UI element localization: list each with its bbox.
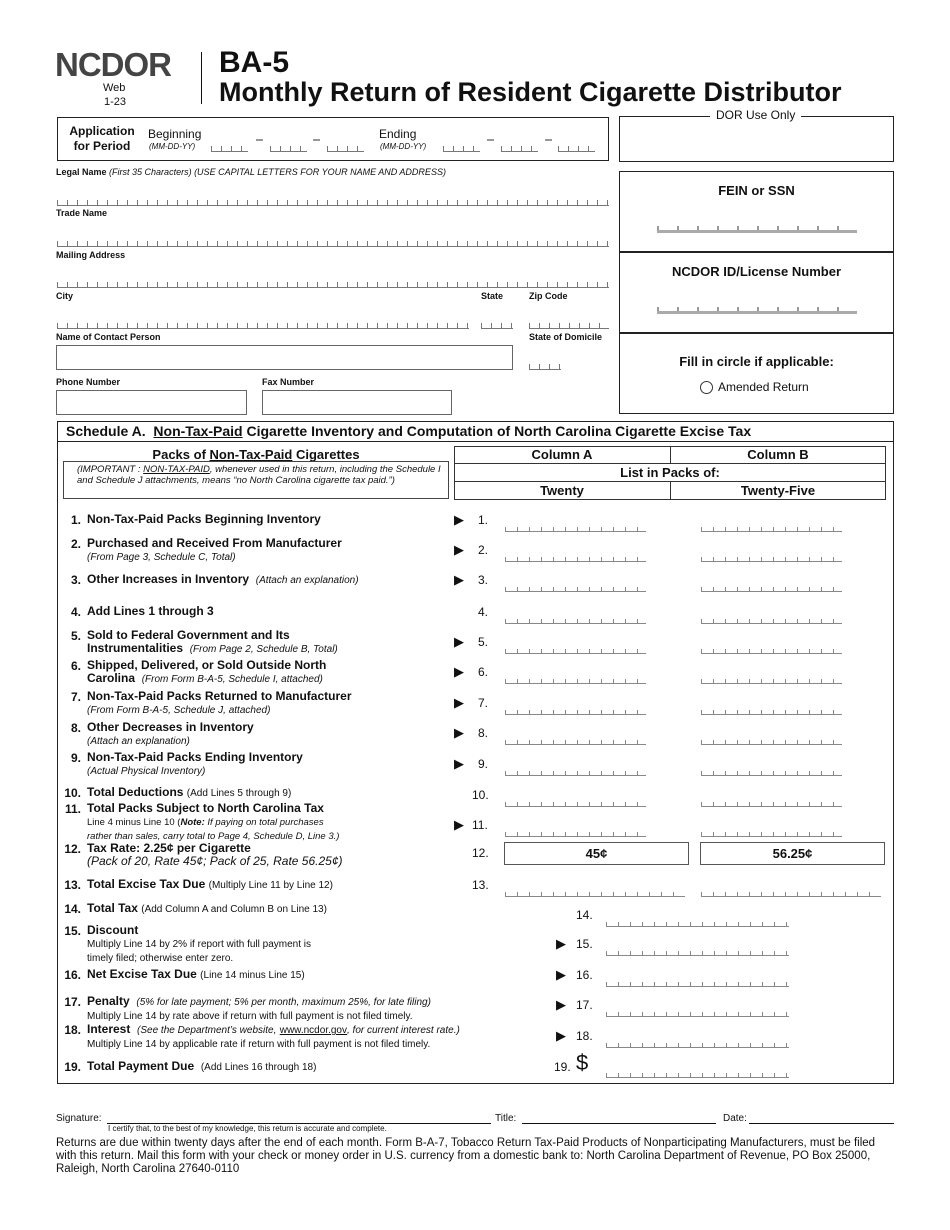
line-7-arrow: ▶ bbox=[454, 695, 464, 710]
ending-format: (MM-DD-YY) bbox=[380, 142, 427, 151]
line-12-rate-a: 45¢ bbox=[585, 846, 608, 861]
line-15-ref: 15. bbox=[576, 937, 593, 951]
line-3-col-b[interactable] bbox=[701, 584, 842, 592]
header-divider bbox=[201, 52, 202, 104]
version-label: 1-23 bbox=[104, 96, 127, 108]
line-3-col-a[interactable] bbox=[505, 584, 646, 592]
ending-year[interactable] bbox=[558, 145, 595, 152]
line-6-col-a[interactable] bbox=[505, 676, 646, 684]
fill-circle-label: Fill in circle if applicable: bbox=[679, 354, 834, 369]
line-5-col-a[interactable] bbox=[505, 646, 646, 654]
phone-label: Phone Number bbox=[56, 377, 121, 387]
legal-name-input[interactable] bbox=[57, 199, 609, 206]
line-13-col-b[interactable] bbox=[701, 889, 881, 897]
line-7-col-b[interactable] bbox=[701, 707, 842, 715]
line-11-col-a[interactable] bbox=[505, 829, 646, 837]
mailing-address-label: Mailing Address bbox=[56, 250, 126, 260]
line-12-ref: 12. bbox=[472, 846, 489, 860]
column-a-heading: Column A bbox=[531, 447, 593, 462]
line-11-ref: 11. bbox=[472, 818, 488, 832]
line-16-ref: 16. bbox=[576, 968, 593, 982]
line-5-col-b[interactable] bbox=[701, 646, 842, 654]
amended-radio[interactable] bbox=[700, 381, 713, 394]
line-10-ref: 10. bbox=[472, 788, 489, 802]
line-11-arrow: ▶ bbox=[454, 817, 464, 832]
line-4-col-a[interactable] bbox=[505, 616, 646, 624]
line-14-amount[interactable] bbox=[606, 919, 789, 927]
city-input[interactable] bbox=[57, 322, 469, 329]
contact-input[interactable] bbox=[56, 345, 513, 370]
mailing-address-input[interactable] bbox=[57, 281, 609, 288]
license-input[interactable] bbox=[657, 306, 857, 314]
state-label: State bbox=[481, 291, 504, 301]
signature-label: Signature: bbox=[56, 1113, 102, 1124]
fein-label: FEIN or SSN bbox=[718, 183, 795, 198]
fax-input[interactable] bbox=[262, 390, 452, 415]
ending-day[interactable] bbox=[501, 145, 538, 152]
domicile-input[interactable] bbox=[529, 363, 561, 370]
fax-label: Fax Number bbox=[262, 377, 315, 387]
line-15-amount[interactable] bbox=[606, 948, 789, 956]
beginning-format: (MM-DD-YY) bbox=[149, 142, 196, 151]
line-9-arrow: ▶ bbox=[454, 756, 464, 771]
line-12-rate-b: 56.25¢ bbox=[772, 846, 813, 861]
logo-text: NCDOR bbox=[55, 46, 171, 83]
contact-label: Name of Contact Person bbox=[56, 332, 161, 342]
line-1-col-a[interactable] bbox=[505, 524, 646, 532]
zip-input[interactable] bbox=[529, 322, 609, 329]
line-6-col-b[interactable] bbox=[701, 676, 842, 684]
line-10-col-b[interactable] bbox=[701, 799, 842, 807]
line-1-col-b[interactable] bbox=[701, 524, 842, 532]
web-label: Web bbox=[103, 82, 126, 94]
important-text: (IMPORTANT : NON-TAX-PAID, whenever used in this return, including the Schedule I and Schedule J attachments, means “no North Carolina cigarette tax paid.”) bbox=[77, 464, 441, 486]
line-8-col-a[interactable] bbox=[505, 737, 646, 745]
line-4-col-b[interactable] bbox=[701, 616, 842, 624]
city-label: City bbox=[56, 291, 74, 301]
line-3-ref: 3. bbox=[478, 573, 489, 587]
line-2-arrow: ▶ bbox=[454, 542, 464, 557]
line-13-col-a[interactable] bbox=[505, 889, 685, 897]
title-label: Title: bbox=[495, 1113, 517, 1124]
logo bbox=[55, 48, 185, 82]
date-label: Date: bbox=[723, 1113, 747, 1124]
line-9-col-b[interactable] bbox=[701, 768, 842, 776]
form-title: Monthly Return of Resident Cigarette Distributor bbox=[219, 77, 842, 107]
line-13-ref: 13. bbox=[472, 878, 489, 892]
license-label: NCDOR ID/License Number bbox=[671, 264, 842, 279]
legal-name-label: Legal Name (First 35 Characters) (USE CAPITAL LETTERS FOR YOUR NAME AND ADDRESS) bbox=[56, 167, 446, 177]
phone-input[interactable] bbox=[56, 390, 247, 415]
twenty-heading: Twenty bbox=[540, 483, 584, 498]
line-17-arrow: ▶ bbox=[556, 997, 566, 1012]
form-number: BA-5 bbox=[219, 46, 290, 79]
line-5-ref: 5. bbox=[478, 635, 489, 649]
schedule-title: Schedule A. Non-Tax-Paid Cigarette Inventory and Computation of North Carolina Cigarette Excise Tax bbox=[66, 423, 752, 439]
amended-label: Amended Return bbox=[718, 380, 809, 394]
line-5-arrow: ▶ bbox=[454, 634, 464, 649]
ending-month[interactable] bbox=[443, 145, 480, 152]
line-4-ref: 4. bbox=[478, 605, 489, 619]
line-16-amount[interactable] bbox=[606, 979, 789, 987]
line-8-arrow: ▶ bbox=[454, 725, 464, 740]
line-9-ref: 9. bbox=[478, 757, 489, 771]
list-in-packs: List in Packs of: bbox=[620, 465, 720, 480]
line-2-col-a[interactable] bbox=[505, 554, 646, 562]
dor-use-only-box bbox=[619, 116, 894, 162]
line-17-amount[interactable] bbox=[606, 1009, 789, 1017]
trade-name-input[interactable] bbox=[57, 240, 609, 247]
beginning-day[interactable] bbox=[270, 145, 307, 152]
title-line[interactable] bbox=[522, 1123, 716, 1124]
line-1-ref: 1. bbox=[478, 513, 489, 527]
right-panel bbox=[619, 171, 894, 414]
line-7-ref: 7. bbox=[478, 696, 489, 710]
mailing-instructions: Returns are due within twenty days after the end of each month. Form B-A-7, Tobacco Return Tax-Paid Products of Nonparticipating Manufacturers, must be filed with this return. Mail this form with your check or money order in U.S. currency from a domestic bank to: North Carolina Department of Revenue, PO Box 25000, Raleigh, North Carolina 27640-0110 bbox=[56, 1137, 876, 1175]
dollar-sign: $ bbox=[576, 1050, 589, 1075]
line-8-ref: 8. bbox=[478, 726, 489, 740]
line-6-arrow: ▶ bbox=[454, 664, 464, 679]
line-6-ref: 6. bbox=[478, 665, 489, 679]
column-b-heading: Column B bbox=[747, 447, 809, 462]
line-17-ref: 17. bbox=[576, 998, 593, 1012]
line-9-col-a[interactable] bbox=[505, 768, 646, 776]
fein-input[interactable] bbox=[657, 225, 857, 233]
line-11-col-b[interactable] bbox=[701, 829, 842, 837]
state-input[interactable] bbox=[481, 322, 513, 329]
line-2-ref: 2. bbox=[478, 543, 489, 557]
certify-text: I certify that, to the best of my knowledge, this return is accurate and complete. bbox=[108, 1124, 387, 1133]
ending-label: Ending bbox=[379, 127, 417, 141]
beginning-month[interactable] bbox=[211, 145, 248, 152]
dor-use-only-label: DOR Use Only bbox=[710, 108, 801, 122]
line-2-col-b[interactable] bbox=[701, 554, 842, 562]
line-3-arrow: ▶ bbox=[454, 572, 464, 587]
line-19-amount[interactable] bbox=[606, 1070, 789, 1078]
beginning-year[interactable] bbox=[327, 145, 364, 152]
beginning-label: Beginning bbox=[148, 127, 202, 141]
line-18-ref: 18. bbox=[576, 1029, 593, 1043]
twenty-five-heading: Twenty-Five bbox=[740, 483, 816, 498]
line-18-arrow: ▶ bbox=[556, 1028, 566, 1043]
line-8-col-b[interactable] bbox=[701, 737, 842, 745]
line-18-amount[interactable] bbox=[606, 1040, 789, 1048]
line-14-ref: 14. bbox=[576, 908, 593, 922]
line-16-arrow: ▶ bbox=[556, 967, 566, 982]
period-label: Application for Period bbox=[69, 124, 135, 153]
line-19-ref: 19. bbox=[554, 1060, 571, 1074]
domicile-label: State of Domicile bbox=[529, 332, 603, 342]
line-15-arrow: ▶ bbox=[556, 936, 566, 951]
line-7-col-a[interactable] bbox=[505, 707, 646, 715]
zip-label: Zip Code bbox=[529, 291, 568, 301]
date-line[interactable] bbox=[749, 1123, 894, 1124]
packs-heading: Packs of Non-Tax-Paid Cigarettes bbox=[152, 447, 360, 462]
line-10-col-a[interactable] bbox=[505, 799, 646, 807]
line-1-arrow: ▶ bbox=[454, 512, 464, 527]
trade-name-label: Trade Name bbox=[56, 208, 108, 218]
